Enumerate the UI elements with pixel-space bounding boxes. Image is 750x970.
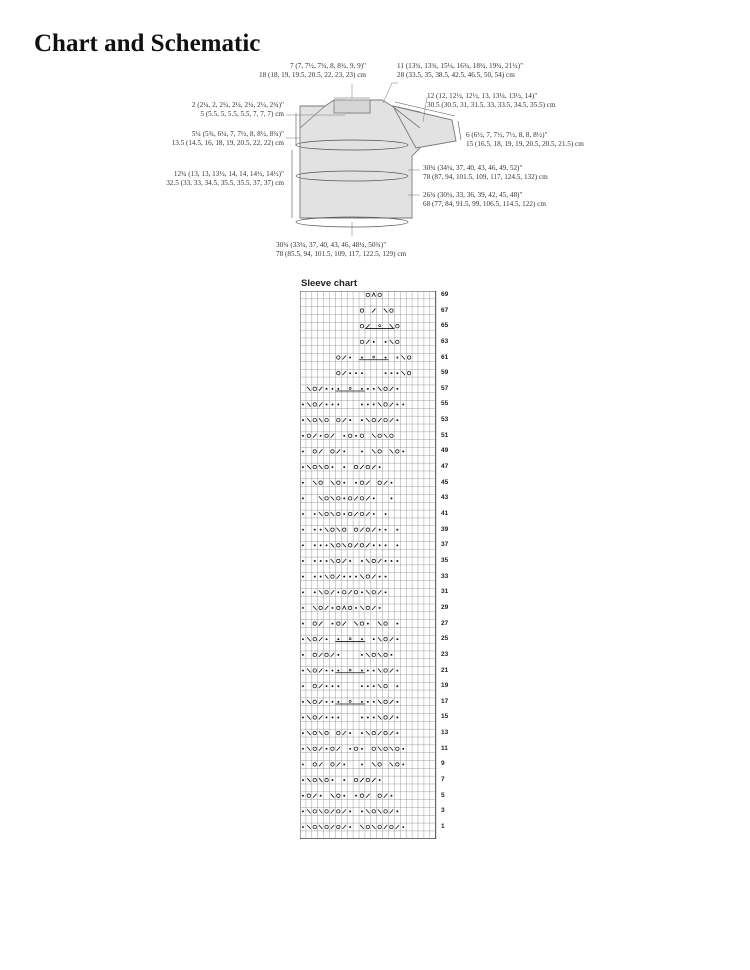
purl-symbol (396, 419, 398, 421)
purl-symbol (302, 513, 304, 515)
purl-symbol (355, 435, 357, 437)
purl-symbol (326, 544, 328, 546)
sleeve-chart-row-number: 29 (441, 603, 449, 611)
sleeve-chart-row-number: 1 (441, 823, 445, 830)
purl-symbol (367, 701, 369, 703)
purl-symbol (326, 404, 328, 406)
purl-symbol (355, 795, 357, 797)
purl-symbol (361, 748, 363, 750)
purl-symbol (302, 623, 304, 625)
purl-symbol (391, 560, 393, 562)
purl-symbol (314, 513, 316, 515)
sleeve-length-label: 11 (13¾, 13¾, 15¼, 16¾, 18¼, 19¾, 21¼)" 28 (33.5, 35, 38.5, 42.5, 46.5, 50, 54) cm (397, 62, 524, 79)
purl-symbol (373, 497, 375, 499)
purl-symbol (391, 482, 393, 484)
purl-symbol (302, 701, 304, 703)
purl-symbol (396, 670, 398, 672)
purl-symbol (361, 763, 363, 765)
purl-symbol (385, 341, 387, 343)
purl-symbol (402, 450, 404, 452)
neck-width-label: 7 (7, 7½, 7¾, 8, 8¾, 9, 9)" 18 (18, 19, 19.5, 20.5, 22, 23, 23) cm (258, 62, 366, 79)
page-title: Chart and Schematic (34, 30, 261, 57)
purl-symbol (349, 357, 351, 359)
purl-symbol (343, 795, 345, 797)
purl-symbol (337, 638, 339, 640)
purl-symbol (326, 748, 328, 750)
purl-symbol (326, 717, 328, 719)
purl-symbol (302, 497, 304, 499)
purl-symbol (302, 466, 304, 468)
sleeve-chart-row-number: 61 (441, 353, 449, 361)
purl-symbol (373, 701, 375, 703)
purl-symbol (349, 372, 351, 374)
purl-symbol (396, 717, 398, 719)
purl-symbol (332, 388, 334, 390)
purl-symbol (396, 623, 398, 625)
purl-symbol (396, 701, 398, 703)
purl-symbol (314, 560, 316, 562)
purl-symbol (396, 560, 398, 562)
purl-symbol (385, 591, 387, 593)
purl-symbol (373, 670, 375, 672)
purl-symbol (361, 732, 363, 734)
purl-symbol (343, 466, 345, 468)
purl-symbol (302, 763, 304, 765)
purl-symbol (361, 560, 363, 562)
purl-symbol (349, 576, 351, 578)
purl-symbol (326, 388, 328, 390)
purl-symbol (396, 685, 398, 687)
sleeve-chart-row-number: 7 (441, 776, 445, 784)
waist-label: 26¾ (30¼, 33, 36, 39, 42, 45, 48)" 68 (77, 84, 91.5, 99, 106.5, 114.5, 122) cm (423, 191, 546, 208)
sleeve-chart-grid (300, 291, 440, 839)
purl-symbol (385, 357, 387, 359)
purl-symbol (343, 576, 345, 578)
purl-symbol (391, 372, 393, 374)
sleeve-chart-row-number: 39 (441, 525, 449, 533)
sleeve-chart-row-number: 57 (441, 384, 449, 392)
purl-symbol (332, 623, 334, 625)
purl-symbol (349, 748, 351, 750)
purl-symbol (314, 544, 316, 546)
purl-symbol (343, 482, 345, 484)
purl-symbol (402, 404, 404, 406)
purl-symbol (332, 670, 334, 672)
purl-symbol (302, 435, 304, 437)
purl-symbol (385, 529, 387, 531)
sleeve-chart-row-number: 27 (441, 619, 449, 627)
purl-symbol (337, 388, 339, 390)
purl-symbol (379, 576, 381, 578)
purl-symbol (361, 654, 363, 656)
purl-symbol (302, 654, 304, 656)
sleeve-chart-row-number: 31 (441, 588, 449, 596)
sleeve-chart-row-number: 43 (441, 494, 449, 502)
purl-symbol (343, 435, 345, 437)
purl-symbol (361, 450, 363, 452)
purl-symbol (396, 544, 398, 546)
purl-symbol (320, 576, 322, 578)
purl-symbol (355, 576, 357, 578)
purl-symbol (402, 748, 404, 750)
purl-symbol (349, 732, 351, 734)
purl-symbol (361, 591, 363, 593)
neck-depth-label: 2 (2¼, 2, 2¼, 2¼, 2¼, 2¼, 2¾)" 5 (5.5, 5, 5.5, 5.5, 7, 7, 7) cm (191, 101, 284, 118)
sleeve-chart-row-number: 9 (441, 760, 445, 768)
purl-symbol (379, 779, 381, 781)
purl-symbol (355, 482, 357, 484)
purl-symbol (302, 685, 304, 687)
sleeve-chart-row-number: 53 (441, 416, 449, 424)
purl-symbol (396, 388, 398, 390)
purl-symbol (379, 466, 381, 468)
purl-symbol (326, 638, 328, 640)
purl-symbol (302, 795, 304, 797)
purl-symbol (361, 670, 363, 672)
sleeve-chart-row-number: 69 (441, 290, 449, 298)
purl-symbol (402, 763, 404, 765)
purl-symbol (367, 623, 369, 625)
purl-symbol (361, 685, 363, 687)
purl-symbol (396, 404, 398, 406)
purl-symbol (391, 654, 393, 656)
purl-symbol (332, 685, 334, 687)
purl-symbol (367, 670, 369, 672)
cuff-dim-line (458, 121, 461, 140)
purl-symbol (302, 732, 304, 734)
sleeve-chart-row-number: 5 (441, 791, 445, 799)
purl-symbol (385, 560, 387, 562)
purl-symbol (385, 544, 387, 546)
purl-symbol (332, 701, 334, 703)
purl-symbol (385, 372, 387, 374)
purl-symbol (302, 717, 304, 719)
purl-symbol (302, 591, 304, 593)
purl-symbol (326, 670, 328, 672)
purl-symbol (337, 701, 339, 703)
purl-symbol (361, 810, 363, 812)
upper-arm-label: 12 (12, 12½, 12½, 13, 13¼, 13½, 14)" 30.5 (30.5, 31, 31.5, 33, 33.5, 34.5, 35.5) cm (427, 92, 556, 109)
purl-symbol (302, 482, 304, 484)
purl-symbol (302, 576, 304, 578)
purl-symbol (302, 607, 304, 609)
purl-symbol (391, 795, 393, 797)
purl-symbol (367, 685, 369, 687)
purl-symbol (332, 607, 334, 609)
purl-symbol (396, 529, 398, 531)
purl-symbol (302, 779, 304, 781)
chest-label: 30¾ (34¼, 37, 40, 43, 46, 49, 52)" 78 (87, 94, 101.5, 109, 117, 124.5, 132) cm (423, 164, 548, 181)
purl-symbol (302, 529, 304, 531)
body-length-label: 12¾ (13, 13, 13½, 14, 14, 14½, 14½)" 32.5 (33, 33, 34.5, 35.5, 35.5, 37, 37) cm (166, 170, 284, 187)
purl-symbol (367, 388, 369, 390)
purl-symbol (343, 513, 345, 515)
purl-symbol (402, 826, 404, 828)
purl-symbol (314, 576, 316, 578)
purl-symbol (385, 576, 387, 578)
sleeve-chart-row-number: 11 (441, 744, 448, 752)
purl-symbol (302, 404, 304, 406)
purl-symbol (337, 404, 339, 406)
purl-symbol (320, 435, 322, 437)
purl-symbol (343, 497, 345, 499)
purl-symbol (373, 513, 375, 515)
sleeve-chart-row-number: 51 (441, 431, 449, 439)
purl-symbol (355, 372, 357, 374)
purl-symbol (302, 450, 304, 452)
sleeve-chart-row-number: 19 (441, 682, 449, 690)
purl-symbol (332, 779, 334, 781)
purl-symbol (349, 810, 351, 812)
sleeve-chart-row-number: 15 (441, 713, 449, 721)
sleeve-chart-row-number: 37 (441, 541, 449, 549)
purl-symbol (396, 732, 398, 734)
purl-symbol (361, 717, 363, 719)
purl-symbol (326, 560, 328, 562)
purl-symbol (361, 404, 363, 406)
purl-symbol (314, 529, 316, 531)
purl-symbol (302, 748, 304, 750)
purl-symbol (343, 450, 345, 452)
purl-symbol (302, 544, 304, 546)
purl-symbol (349, 826, 351, 828)
sleeve-chart-row-number: 21 (441, 666, 449, 674)
purl-symbol (379, 607, 381, 609)
purl-symbol (337, 591, 339, 593)
purl-symbol (337, 717, 339, 719)
purl-symbol (343, 763, 345, 765)
purl-symbol (337, 670, 339, 672)
sleeve-chart-row-number: 17 (441, 697, 449, 705)
collar-shape (334, 100, 370, 113)
purl-symbol (302, 560, 304, 562)
purl-symbol (396, 372, 398, 374)
sleeve-chart-row-number: 67 (441, 306, 449, 314)
purl-symbol (326, 685, 328, 687)
purl-symbol (337, 685, 339, 687)
purl-symbol (332, 466, 334, 468)
sleeve-chart-row-number: 25 (441, 635, 449, 643)
sleeve-chart-row-number: 47 (441, 463, 449, 471)
purl-symbol (349, 419, 351, 421)
sleeve-chart-row-number: 33 (441, 572, 449, 580)
sleeve-chart-row-number: 41 (441, 510, 449, 517)
purl-symbol (391, 497, 393, 499)
purl-symbol (302, 826, 304, 828)
purl-symbol (302, 810, 304, 812)
purl-symbol (379, 529, 381, 531)
purl-symbol (373, 341, 375, 343)
purl-symbol (396, 810, 398, 812)
purl-symbol (320, 795, 322, 797)
purl-symbol (367, 404, 369, 406)
sleeve-chart-row-number: 63 (441, 337, 449, 345)
purl-symbol (349, 560, 351, 562)
sleeve-chart-row-number: 65 (441, 322, 449, 330)
purl-symbol (361, 372, 363, 374)
sleeve-chart-row-number: 49 (441, 447, 449, 455)
purl-symbol (332, 404, 334, 406)
purl-symbol (361, 638, 363, 640)
purl-symbol (343, 779, 345, 781)
hip-label: 30¾ (33¾, 37, 40, 43, 46, 48¼, 50¾)" 78 (85.5, 94, 101.5, 109, 117, 122.5, 129) cm (276, 241, 407, 258)
purl-symbol (373, 544, 375, 546)
purl-symbol (361, 419, 363, 421)
sleeve-chart-row-number: 23 (441, 650, 449, 658)
purl-symbol (320, 544, 322, 546)
purl-symbol (314, 591, 316, 593)
purl-symbol (367, 717, 369, 719)
purl-symbol (385, 513, 387, 515)
purl-symbol (373, 685, 375, 687)
sweater-schematic (0, 0, 750, 270)
cuff-label: 6 (6½, 7, 7½, 7½, 8, 8, 8½)" 15 (16.5, 18, 19, 19, 20.5, 20.5, 21.5) cm (466, 131, 584, 148)
sleeve-chart-row-number: 13 (441, 729, 449, 737)
purl-symbol (355, 607, 357, 609)
sleeve-chart-row-number: 45 (441, 478, 449, 486)
purl-symbol (320, 529, 322, 531)
purl-symbol (361, 388, 363, 390)
purl-symbol (320, 560, 322, 562)
yoke-depth-label: 5¼ (5¾, 6¼, 7, 7½, 8, 8½, 8¾)" 13.5 (14.5, 16, 18, 19, 20.5, 22, 22) cm (171, 130, 284, 147)
purl-symbol (361, 357, 363, 359)
purl-symbol (373, 404, 375, 406)
sleeve-chart-row-number: 35 (441, 556, 449, 564)
purl-symbol (337, 654, 339, 656)
purl-symbol (373, 388, 375, 390)
sleeve-chart-row-number: 59 (441, 369, 449, 377)
purl-symbol (302, 638, 304, 640)
purl-symbol (396, 357, 398, 359)
purl-symbol (326, 701, 328, 703)
purl-symbol (379, 544, 381, 546)
purl-symbol (396, 638, 398, 640)
purl-symbol (361, 701, 363, 703)
sleeve-chart-title: Sleeve chart (301, 278, 357, 289)
purl-symbol (302, 670, 304, 672)
purl-symbol (302, 419, 304, 421)
sleeve-chart-row-number: 3 (441, 807, 445, 815)
purl-symbol (373, 717, 375, 719)
purl-symbol (373, 638, 375, 640)
purl-symbol (332, 717, 334, 719)
sleeve-chart-row-number: 55 (441, 400, 449, 408)
